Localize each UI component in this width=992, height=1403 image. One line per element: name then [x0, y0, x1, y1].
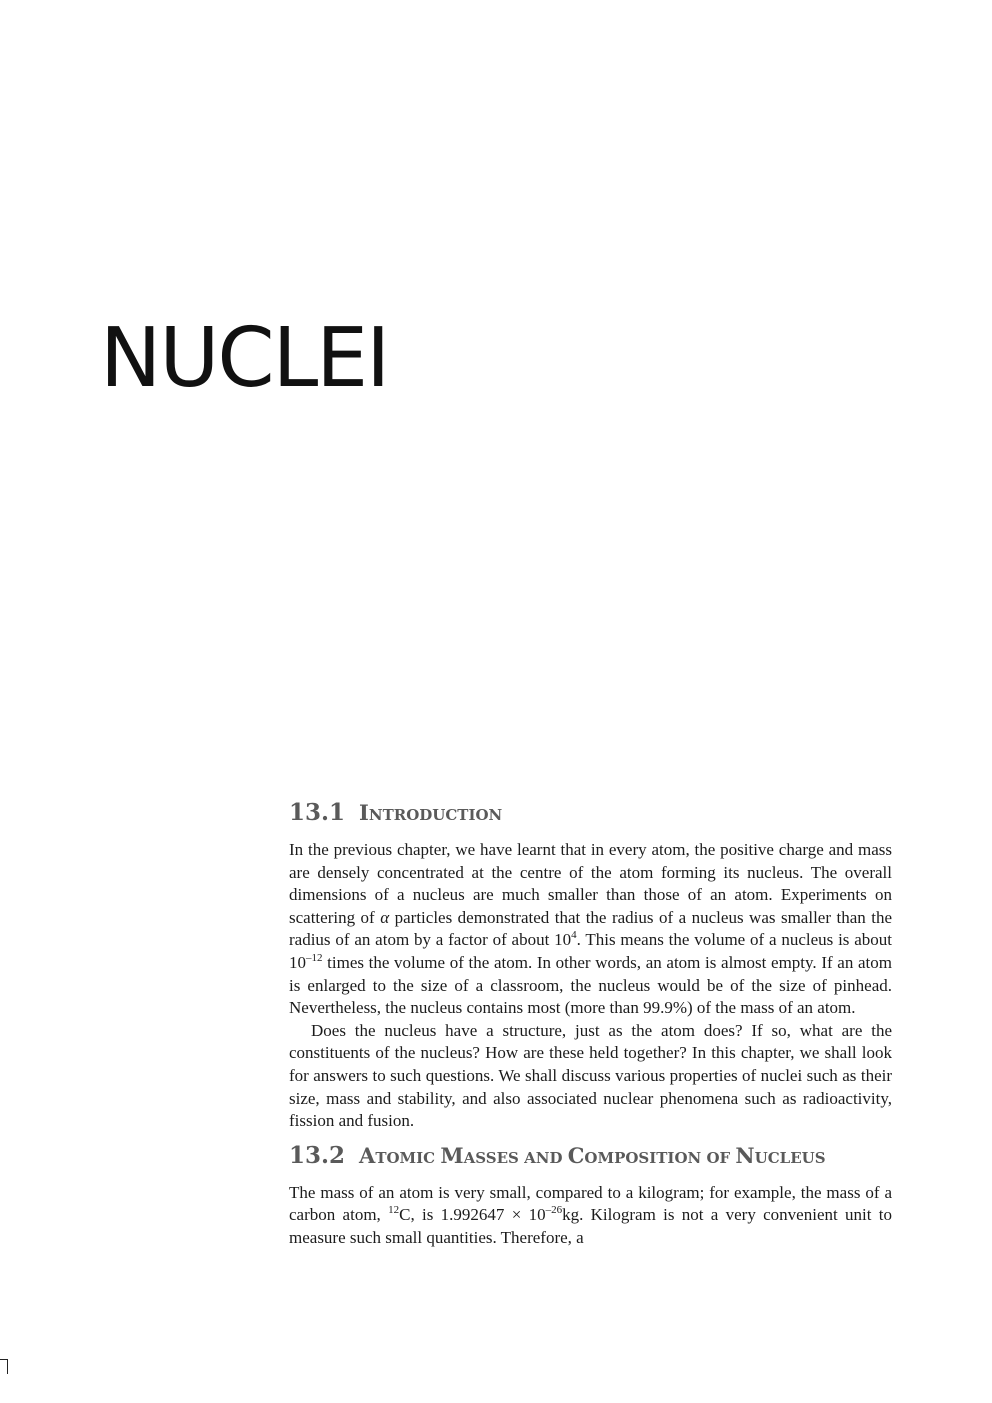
superscript-mass-number: 12: [388, 1204, 400, 1217]
page-corner-mark: [0, 1359, 8, 1374]
intro-paragraph-1: In the previous chapter, we have learnt that in every atom, the positive charge and mass are densely concentrated at the centre of the atom forming its nucleus. The overall dimensions of a nucleus are much smaller than those of an atom. Experiments on scattering of α particles demonstrated that the radius of a nucleus was smaller than the radius of an atom by a factor of about $10^4$. This means the volume of a nucleus is about $10^{-12}$ times the volume of the atom. In other words, an atom is almost empty. If an atom is enlarged to the size of a classroom, the nucleus would be of the size of pinhead. Nevertheless, the nucleus contains most (more than 99.9%) of the mass of an atom.: [289, 840, 892, 1018]
section-number: 13.2: [289, 1141, 346, 1169]
superscript-exponent: 4: [571, 929, 577, 942]
superscript-exponent: –26: [545, 1204, 563, 1217]
chapter-title: NUCLEI: [100, 311, 389, 406]
section-number: 13.1: [289, 799, 346, 826]
section-heading-atomic-masses: 13.2 ATOMIC MASSES AND COMPOSITION OF NUCLEUS: [289, 1141, 826, 1169]
superscript-exponent: –12: [306, 951, 323, 964]
alpha-symbol: α: [380, 907, 390, 927]
intro-paragraph-2: Does the nucleus have a structure, just as the atom does? If so, what are the constituents of the nucleus? How are these held together? In this chapter, we shall look for answers to such questions. We shall discuss various properties of nuclei such as their size, mass and stability, and also associated nuclear phenomena such as radioactivity, fission and fusion.: [289, 1020, 892, 1131]
atomic-masses-paragraph: The mass of an atom is very small, compared to a kilogram; for example, the mass of a carbon atom, $^{12}$C, is $1.992647 \times 10^{-26}kg$. Kilogram is not a very convenient unit to measure such small quantities. Therefore, a: [289, 1182, 892, 1247]
section-heading-introduction: 13.1 INTRODUCTION: [289, 799, 503, 826]
chapter-content: [289, 798, 892, 1250]
